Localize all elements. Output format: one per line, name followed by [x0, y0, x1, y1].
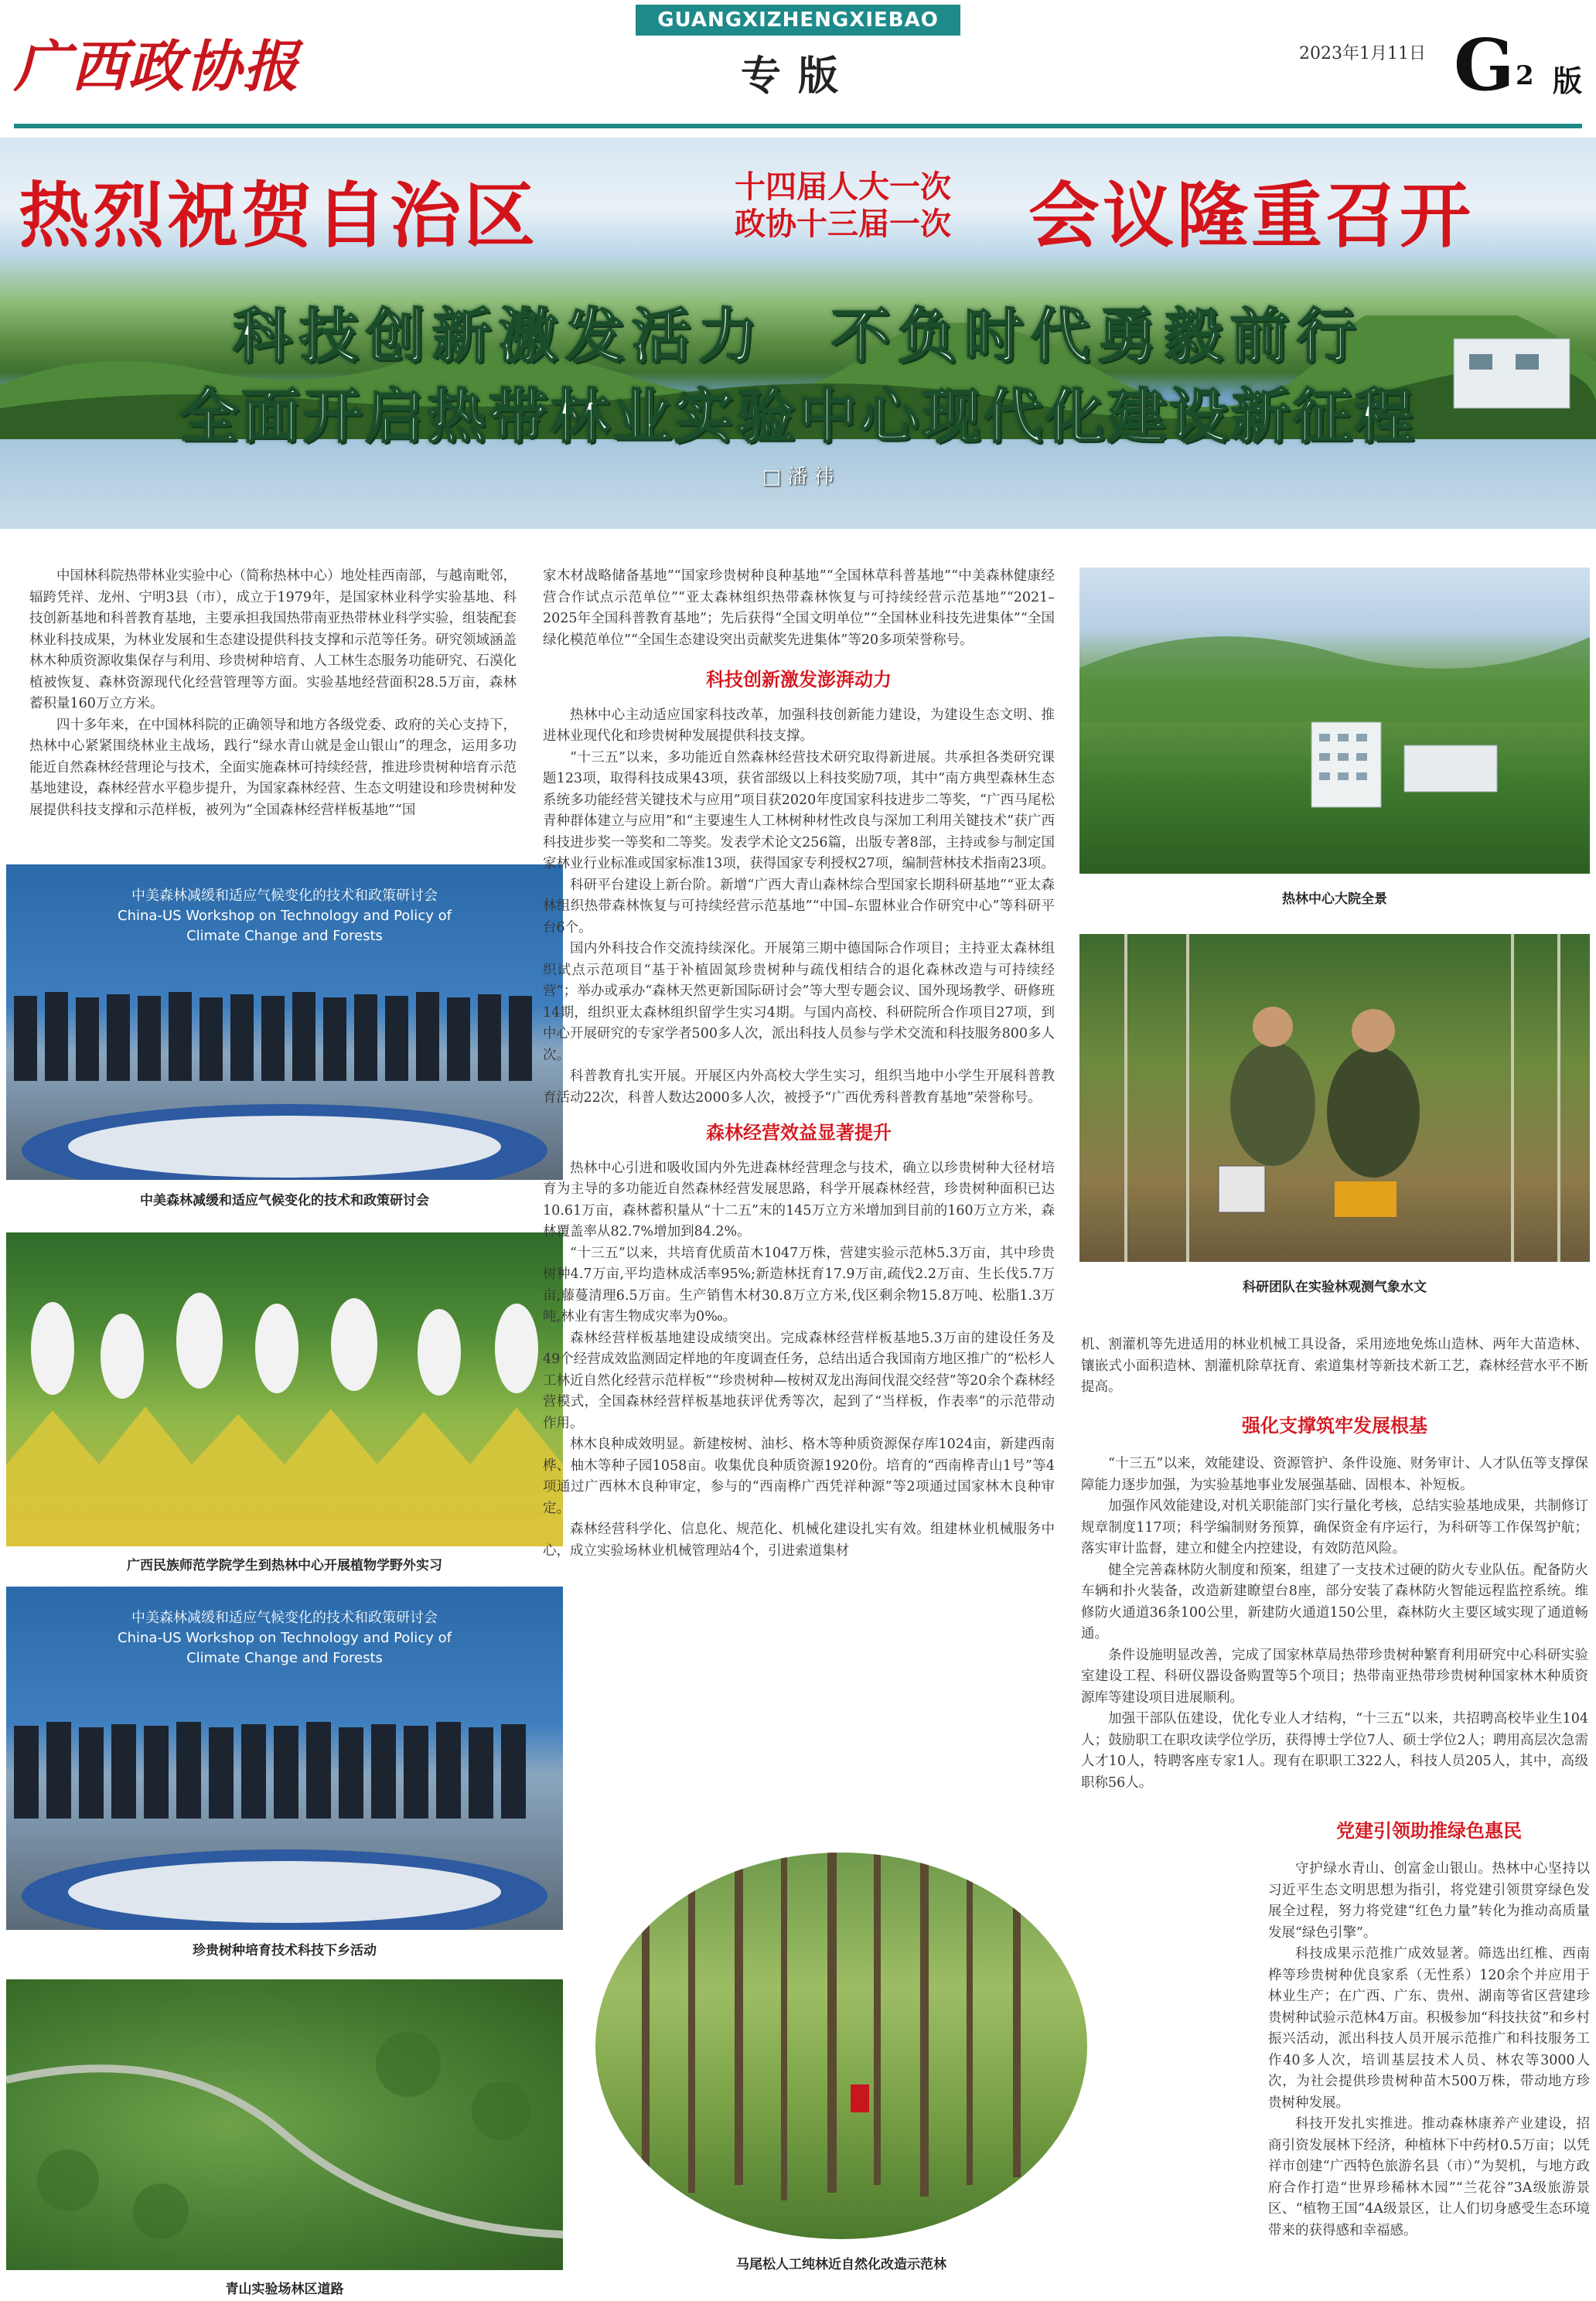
workshop-2-screen-text: 中美森林减缓和适应气候变化的技术和政策研讨会 China-US Workshop on Technology and Policy of Climate Change and Forests [118, 1610, 452, 1666]
paragraph: 中国林科院热带林业实验中心（简称热林中心）地处桂西南部，与越南毗邻，辐跨凭祥、龙州、宁明3县（市），成立于1979年，是国家林业科学实验基地、科技创新基地和科普教育基地，主要承担我国热带南亚热带林业科学实验，组装配套林业科技成果，为林业发展和生态建设提供科技支撑和示范等任务。研究领域涵盖林木种质资源收集保存与利用、珍贵树种培育、人工林生态服务功能研究、石漠化植被恢复、森林资源现代化经营管理等方面。实验基地经营面积28.5万亩，森林蓄积量160万立方米。 [29, 568, 517, 711]
paragraph: 健全完善森林防火制度和预案，组建了一支技术过硬的防火专业队伍。配备防火车辆和扑火装备，改造新建瞭望台8座，部分安装了森林防火智能远程监控系统。维修防火通道36条100公里，新建防火通道150公里，森林防火主要区域实现了通道畅通。 [1081, 1562, 1588, 1641]
masthead-rule [14, 124, 1582, 128]
caption-campus: 热林中心大院全景 [1282, 891, 1387, 907]
masthead [0, 0, 1596, 131]
banner-title-mid [696, 169, 990, 243]
paragraph: 科技开发扎实推进。推动森林康养产业建设，招商引资发展林下经济，种植林下中药材0.5万亩；以凭祥市创建“广西特色旅游名县（市）”为契机，与地方政府合作打造“世界珍稀林木园”“兰花谷”3A级旅游景区、“植物王国”4A级景区，让人们切身感受生态环境带来的获得感和幸福感。 [1268, 2116, 1590, 2238]
paragraph: 加强作风效能建设,对机关职能部门实行量化考核，总结实验基地成果，共制修订规章制度117项；科学编制财务预算，确保资金有序运行，为科研等工作保驾护航；落实审计监督，建立和健全内控建设，有效防范风险。 [1081, 1498, 1588, 1556]
paragraph: 热林中心引进和吸收国内外先进森林经营理念与技术，确立以珍贵树种大径材培育为主导的多功能近自然森林经营发展思路，科学开展森林经营，珍贵树种面积已达10.61万亩，森林蓄积量从“十二五”末的145万立方米增加到目前的160万立方米，森林覆盖率从82.7%增加到84.2%。 [543, 1160, 1055, 1239]
pine-trunks-illustration [595, 1853, 1087, 2239]
banner-title-left: 热烈祝贺自治区 [19, 175, 539, 257]
paragraph: “十三五”以来，多功能近自然森林经营技术研究取得新进展。共承担各类研究课题123项，取得科技成果43项，获省部级以上科技奖励7项，其中“南方典型森林生态系统多功能经营关键技术与应用”项目获2020年度国家科技进步二等奖，“广西马尾松青种群体建立与应用”和“主要速生人工林树种材性改良与深加工利用关键技术”获广西科技进步奖一等奖和二等奖。发表学术论文256篇，出版专著8部，主持或参与制定国家林业行业标准或国家标准13项，获得国家专利授权27项，编制营林技术指南23项。 [543, 749, 1055, 871]
paragraph: 守护绿水青山、创富金山银山。热林中心坚持以习近平生态文明思想为指引，将党建引领贯穿绿色发展全过程，努力将党建“红色力量”转化为推动高质量发展“绿色引擎”。 [1268, 1861, 1590, 1941]
paragraph: 科研平台建设上新台阶。新增“广西大青山森林综合型国家长期科研基地”“亚太森林组织热带森林恢复与可持续经营示范基地”“中国–东盟林业合作研究中心”等科研平台6个。 [543, 877, 1055, 936]
paragraph: 条件设施明显改善，完成了国家林草局热带珍贵树种繁育利用研究中心科研实验室建设工程、科研仪器设备购置等5个项目；热带南亚热带珍贵树种国家林木种质资源库等建设项目进展顺利。 [1081, 1647, 1588, 1706]
paragraph: “十三五”以来，效能建设、资源管护、条件设施、财务审计、人才队伍等支撑保障能力逐步加强，为实验基地事业发展强基础、固根本、补短板。 [1081, 1456, 1588, 1493]
paragraph: 家木材战略储备基地”“国家珍贵树种良种基地”“全国林草科普基地”“中美森林健康经营合作试点示范单位”“亚太森林组织热带森林恢复与可持续经营示范基地”“2021–2025年全国科普教育基地”；先后获得“全国文明单位”“全国林业科技先进集体”“全国绿化模范单位”“全国生态建设突出贡献奖先进集体”等20多项荣誉称号。 [543, 568, 1055, 648]
article-column-2 [543, 566, 1055, 1562]
article-author: □ 潘 祎 [762, 465, 834, 489]
section-heading-support: 强化支撑筑牢发展根基 [1242, 1414, 1427, 1437]
caption-road: 青山实验场林区道路 [225, 2282, 344, 2297]
issue-date: 2023年1月11日 [1299, 44, 1426, 63]
campus-illustration [1079, 568, 1590, 874]
photo-weather-station [1079, 934, 1590, 1262]
paragraph: “十三五”以来，共培育优质苗木1047万株，营建实验示范林5.3万亩，其中珍贵树种4.7万亩,平均造林成活率95%;新造林抚育17.9万亩,疏伐2.2万亩、生长伐5.7万亩,藤蔓清理6.5万亩。生产销售木材30.8万立方米,伐区剩余物15.8万吨、松脂1.3万吨,林业有害生物成灾率为0‰。 [543, 1245, 1055, 1324]
photo-workshop-1 [6, 864, 563, 1180]
caption-fieldwork: 广西民族师范学院学生到热林中心开展植物学野外实习 [127, 1558, 442, 1573]
banner-subtitle-1: 科技创新激发活力 不负时代勇毅前行 [233, 302, 1363, 370]
caption-pine-forest: 马尾松人工纯林近自然化改造示范林 [736, 2257, 946, 2272]
photo-pine-forest [595, 1853, 1087, 2239]
photo-campus [1079, 568, 1590, 874]
photo-road [6, 1979, 563, 2270]
paragraph: 加强干部队伍建设，优化专业人才结构，“十三五”以来，共招聘高校毕业生104人；鼓励职工在职攻读学位学历，获得博士学位7人、硕士学位2人；聘用高层次急需人才10人，特聘客座专家1人。现有在职职工322人，科技人员205人，其中，高级职称56人。 [1081, 1711, 1588, 1791]
page-suffix: 版 [1553, 63, 1583, 98]
attendees-illustration-2 [6, 1703, 563, 1930]
students-illustration [6, 1232, 563, 1546]
page-letter: G [1454, 23, 1515, 107]
caption-workshop-2: 珍贵树种培育技术科技下乡活动 [193, 1943, 377, 1958]
banner-title-right: 会议隆重召开 [1028, 175, 1475, 257]
photo-fieldwork [6, 1232, 563, 1546]
caption-weather-station: 科研团队在实验林观测气象水文 [1243, 1280, 1427, 1295]
section-heading-innovation: 科技创新激发澎湃动力 [706, 669, 892, 690]
newspaper-pinyin: GUANGXIZHENGXIEBAO [636, 5, 960, 36]
researchers-illustration [1079, 934, 1590, 1262]
paragraph: 科普教育扎实开展。开展区内外高校大学生实习，组织当地中小学生开展科普教育活动22次，科普人数达2000多人次，被授予“广西优秀科普教育基地”荣誉称号。 [543, 1069, 1055, 1106]
paragraph: 四十多年来，在中国林科院的正确领导和地方各级党委、政府的关心支持下，热林中心紧紧围绕林业主战场，践行“绿水青山就是金山银山”的理念，运用多功能近自然森林经营理论与技术，全面实施森林可持续经营，推进珍贵树种培育示范基地建设，森林经营水平稳步提升，为国家森林经营、生态文明建设和珍贵树种发展提供科技支撑和示范样板，被列为“全国森林经营样板基地”“国 [29, 717, 517, 818]
article-column-3-bottom [1268, 1859, 1590, 2241]
photo-workshop-2 [6, 1587, 563, 1930]
banner-subtitle-2: 全面开启热带林业实验中心现代化建设新征程 [179, 382, 1417, 451]
attendees-illustration [6, 980, 563, 1180]
headline-banner [0, 138, 1596, 529]
section-heading-party-building: 党建引领助推绿色惠民 [1336, 1820, 1522, 1842]
caption-workshop-1: 中美森林减缓和适应气候变化的技术和政策研讨会 [140, 1193, 429, 1208]
paragraph: 森林经营样板基地建设成绩突出。完成森林经营样板基地5.3万亩的建设任务及49个经营成效监测固定样地的年度调查任务，总结出适合我国南方地区推广的“松杉人工林近自然化经营示范样板”“珍贵树种—桉树双龙出海间伐混交经营”等20余个森林经营模式，全国森林经营样板基地获评优秀等次，起到了“当样板，作表率”的示范带动作用。 [543, 1330, 1055, 1431]
banner-title-mid-line1: 十四届人大一次 [735, 169, 951, 205]
paragraph: 科技成果示范推广成效显著。筛选出红椎、西南桦等珍贵树种优良家系（无性系）120余个并应用于林业生产；在广西、广东、贵州、湖南等省区营建珍贵树种试验示范林4万亩。积极参加“科技扶贫”和乡村振兴活动，派出科技人员开展示范推广和科技服务工作40多人次，培训基层技术人员、林农等3000人次，为社会提供珍贵树种苗木500万株，带动地方珍贵树种发展。 [1268, 1946, 1590, 2111]
road-illustration [6, 1979, 563, 2270]
workshop-1-screen-text: 中美森林减缓和适应气候变化的技术和政策研讨会 China-US Workshop on Technology and Policy of Climate Change and Forests [118, 888, 452, 944]
page-number: 2 [1516, 60, 1534, 91]
section-heading-forest-management: 森林经营效益显著提升 [706, 1122, 892, 1144]
paragraph: 机、割灌机等先进适用的林业机械工具设备，采用迹地免炼山造林、两年大苗造林、镶嵌式小面积造林、割灌机除草抚育、索道集材等新技术新工艺，森林经营水平不断提高。 [1081, 1337, 1588, 1395]
article-column-3 [1081, 1335, 1588, 1794]
article-column-1-top [29, 566, 517, 821]
paragraph: 林木良种成效明显。新建桉树、油杉、格木等种质资源保存库1024亩，新建西南桦、柚木等种子园1058亩。收集优良种质资源1920份。培育的“西南桦青山1号”等4项通过广西林木良种审定，参与的“西南桦广西凭祥种源”等2项通过国家林木良种审定。 [543, 1437, 1055, 1516]
paragraph: 森林经营科学化、信息化、规范化、机械化建设扎实有效。组建林业机械服务中心，成立实验场林业机械管理站4个，引进索道集材 [543, 1522, 1055, 1559]
banner-title-mid-line2: 政协十三届一次 [735, 206, 951, 242]
section-title: 专版 [740, 53, 855, 100]
paragraph: 国内外科技合作交流持续深化。开展第三期中德国际合作项目；主持亚太森林组织试点示范项目“基于补植固氮珍贵树种与疏伐相结合的退化森林改造与可持续经营”；举办或承办“森林天然更新国际研讨会”等大型专题会议、国外现场教学、研修班14期，组织亚太森林组织留学生实习4期。与国内高校、科研院所合作项目27项，到中心开展研究的专家学者500多人次，派出科技人员参与学术交流和科技服务800多人次。 [543, 941, 1055, 1063]
newspaper-logo: 广西政协报 [14, 33, 301, 99]
paragraph: 热林中心主动适应国家科技改革，加强科技创新能力建设，为建设生态文明、推进林业现代化和珍贵树种发展提供科技支撑。 [543, 707, 1055, 744]
